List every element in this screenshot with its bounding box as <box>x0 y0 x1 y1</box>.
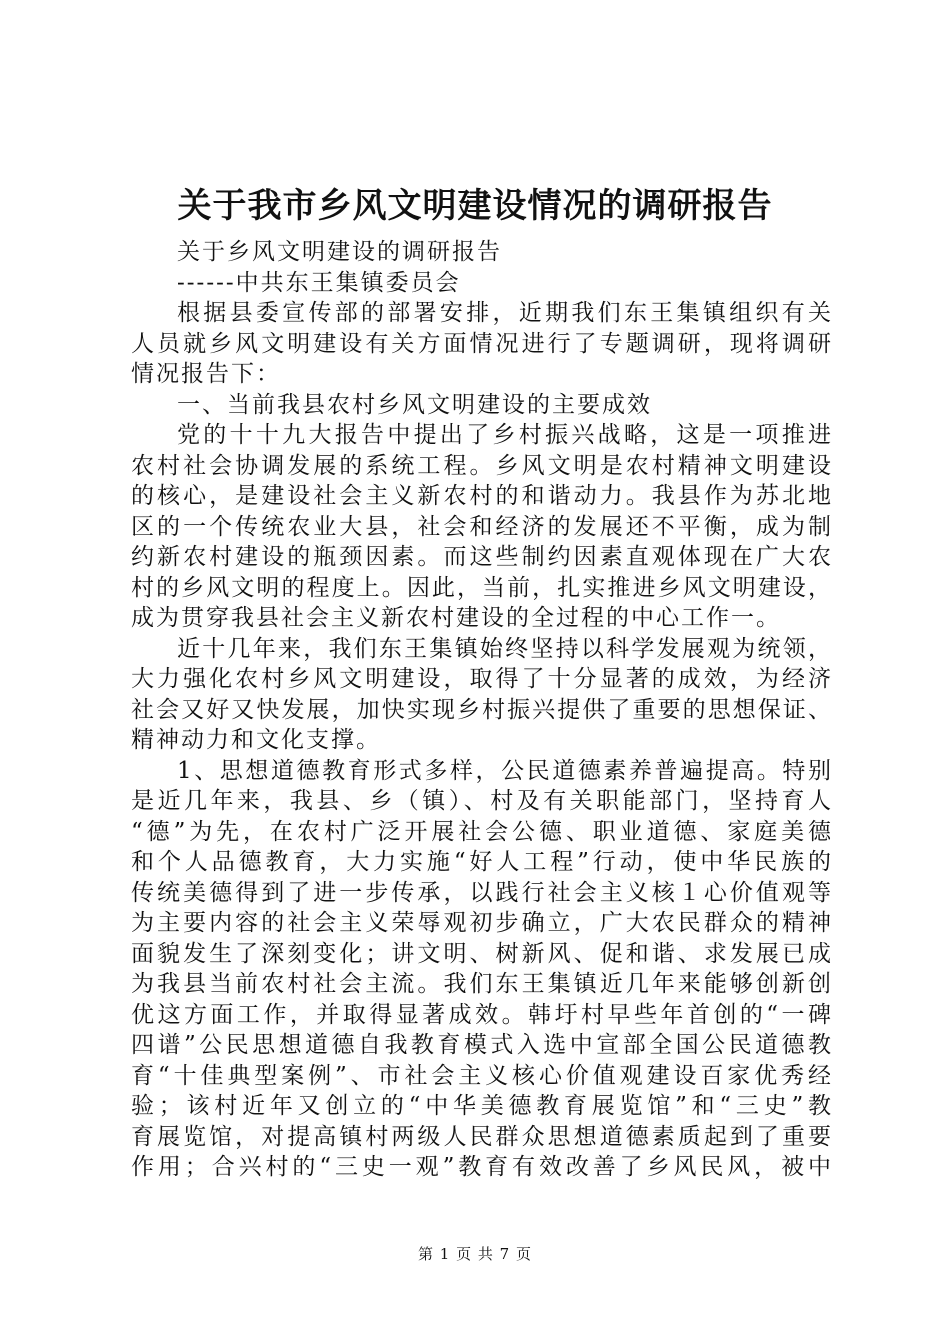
body-line: ------中共东王集镇委员会 <box>177 269 461 296</box>
body-line: 和个人品德教育，大力实施“好人工程”行动，使中华民族的 <box>131 849 831 875</box>
body-line: 作用；合兴村的“三史一观”教育有效改善了乡风民风，被中 <box>131 1154 831 1180</box>
body-line: 为主要内容的社会主义荣辱观初步确立，广大农民群众的精神 <box>131 910 831 936</box>
body-line: 大力强化农村乡风文明建设，取得了十分显著的成效，为经济 <box>131 666 831 692</box>
body-line: 精神动力和文化支撑。 <box>131 727 381 753</box>
document-body <box>131 237 831 1183</box>
body-line: 四谱”公民思想道德自我教育模式入选中宣部全国公民道德教 <box>131 1032 831 1058</box>
body-line: 社会又好又快发展，加快实现乡村振兴提供了重要的思想保证、 <box>131 696 831 723</box>
body-line: 人员就乡风文明建设有关方面情况进行了专题调研，现将调研 <box>131 330 831 357</box>
body-line: 1、思想道德教育形式多样，公民道德素养普遍提高。特别 <box>177 757 831 784</box>
body-line: 根据县委宣传部的部署安排，近期我们东王集镇组织有关 <box>177 300 831 326</box>
body-line: 的核心，是建设社会主义新农村的和谐动力。我县作为苏北地 <box>131 483 831 509</box>
body-line: 区的一个传统农业大县，社会和经济的发展还不平衡，成为制 <box>131 513 831 540</box>
body-line: 成为贯穿我县社会主义新农村建设的全过程的中心工作一。 <box>131 605 781 631</box>
body-line: 为我县当前农村社会主流。我们东王集镇近几年来能够创新创 <box>131 971 831 997</box>
body-line: 情况报告下： <box>131 361 281 387</box>
document-title: 关于我市乡风文明建设情况的调研报告 <box>177 186 773 226</box>
body-line: “德”为先，在农村广泛开展社会公德、职业道德、家庭美德 <box>131 818 831 845</box>
body-line: 关于乡风文明建设的调研报告 <box>177 239 502 265</box>
body-line: 优这方面工作，并取得显著成效。韩圩村早些年首创的“一碑 <box>131 1001 831 1028</box>
body-line: 农村社会协调发展的系统工程。乡风文明是农村精神文明建设 <box>131 452 831 479</box>
body-line: 村的乡风文明的程度上。因此，当前，扎实推进乡风文明建设， <box>131 574 831 601</box>
body-line: 验；该村近年又创立的“中华美德教育展览馆”和“三史”教 <box>131 1093 831 1119</box>
body-line: 面貌发生了深刻变化；讲文明、树新风、促和谐、求发展已成 <box>131 940 831 967</box>
body-line: 育展览馆，对提高镇村两级人民群众思想道德素质起到了重要 <box>131 1123 831 1150</box>
body-line: 党的十十九大报告中提出了乡村振兴战略，这是一项推进 <box>177 422 831 448</box>
page-footer: 第 1 页 共 7 页 <box>418 1245 532 1263</box>
body-line: 育“十佳典型案例”、市社会主义核心价值观建设百家优秀经 <box>131 1062 831 1089</box>
body-line: 近十几年来，我们东王集镇始终坚持以科学发展观为统领， <box>177 635 831 662</box>
body-line: 一、当前我县农村乡风文明建设的主要成效 <box>177 391 652 418</box>
body-line: 约新农村建设的瓶颈因素。而这些制约因素直观体现在广大农 <box>131 544 831 570</box>
body-line: 传统美德得到了进一步传承，以践行社会主义核１心价值观等 <box>131 879 831 906</box>
body-line: 是近几年来，我县、乡（镇）、村及有关职能部门，坚持育人 <box>131 788 831 814</box>
